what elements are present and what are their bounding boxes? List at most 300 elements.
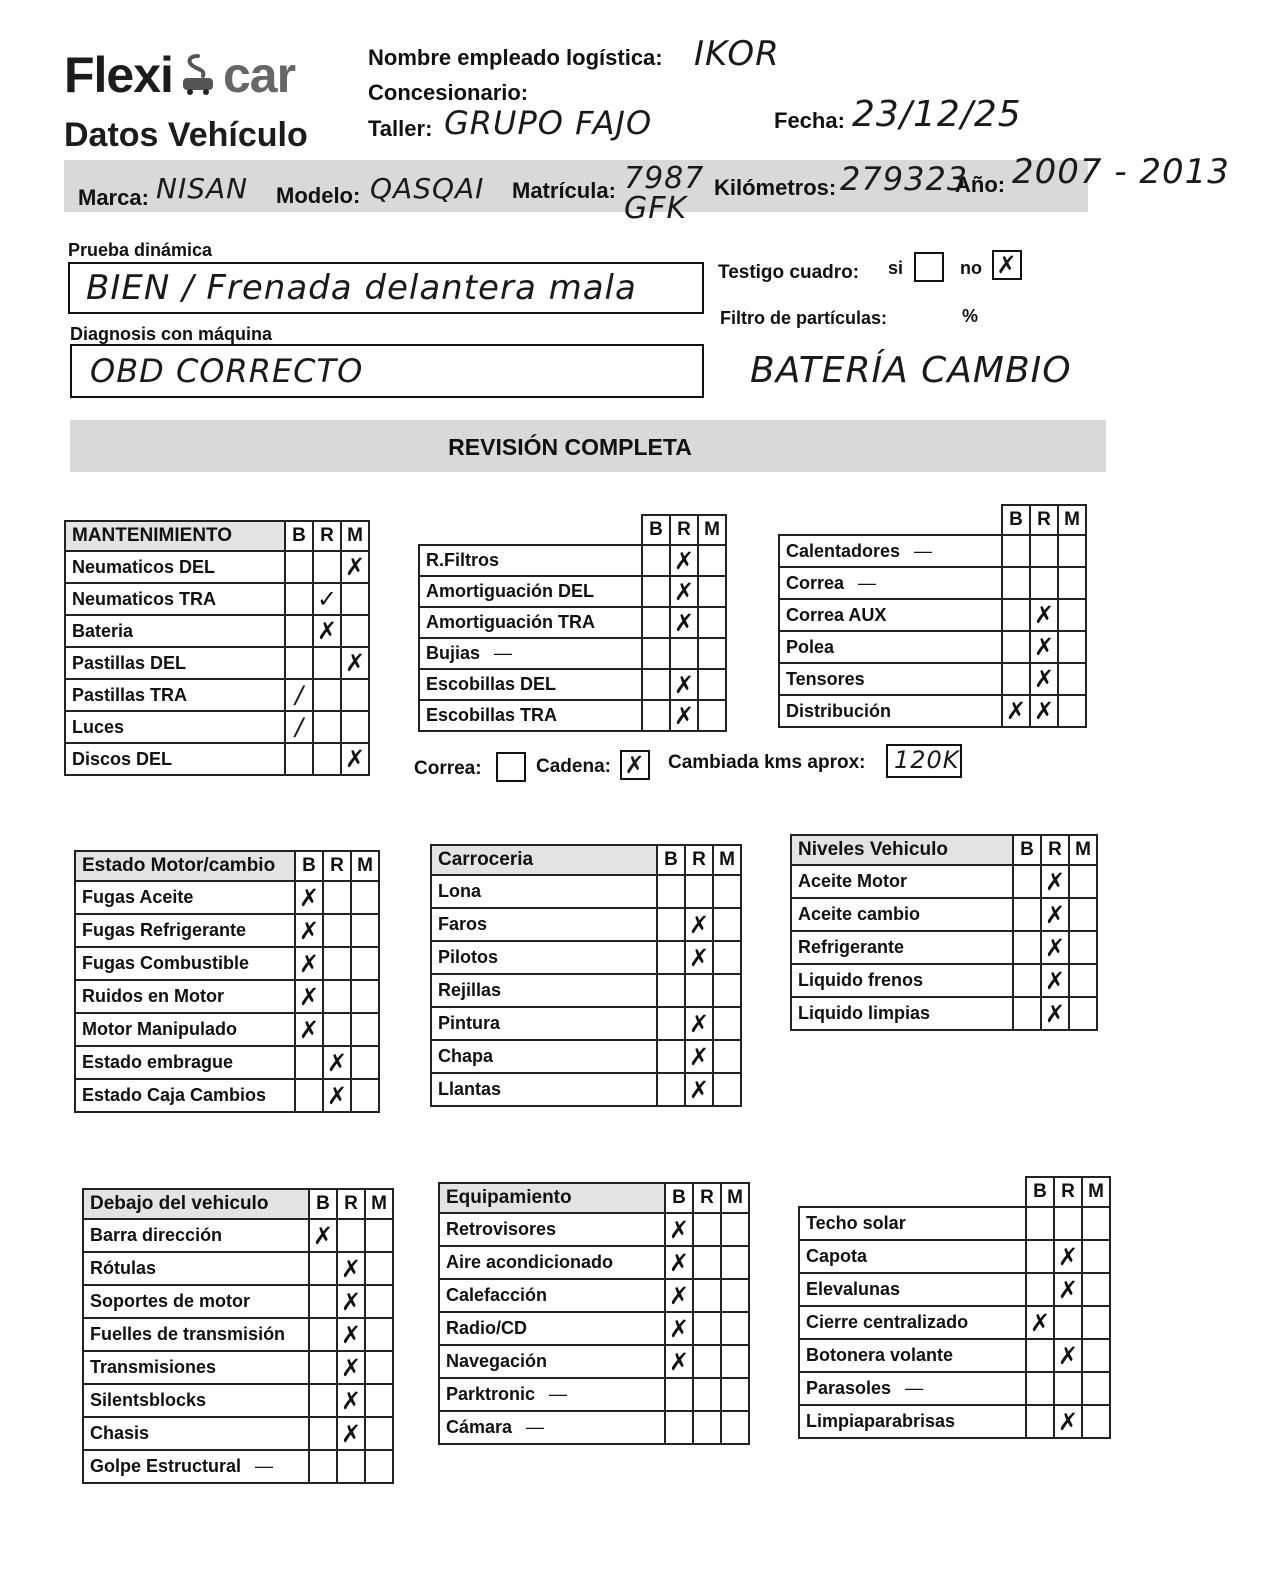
- cell-m[interactable]: [341, 679, 369, 711]
- brand-logo: [64, 46, 295, 104]
- debajo-col-b: B: [309, 1189, 337, 1219]
- cell-b[interactable]: [1013, 997, 1041, 1030]
- cell-m[interactable]: [365, 1285, 393, 1318]
- matricula-value[interactable]: 7987 GFK: [624, 161, 705, 226]
- cell-m[interactable]: [698, 607, 726, 638]
- row-label-text: Parasoles: [806, 1378, 892, 1398]
- table-row: [791, 931, 1097, 964]
- cell-b[interactable]: [309, 1384, 337, 1417]
- table-row: [791, 898, 1097, 931]
- row-label: [65, 647, 285, 679]
- cell-m[interactable]: [351, 881, 379, 914]
- cell-r[interactable]: [313, 711, 341, 743]
- cell-r[interactable]: ✓: [313, 583, 341, 615]
- equipamiento-table: [438, 1182, 750, 1445]
- cell-m[interactable]: [713, 1007, 741, 1040]
- cell-r[interactable]: [685, 875, 713, 908]
- table-row: [83, 1318, 393, 1351]
- cell-r[interactable]: [323, 1013, 351, 1046]
- cell-r[interactable]: ✗: [1041, 865, 1069, 898]
- cell-m[interactable]: [721, 1279, 749, 1312]
- cell-b[interactable]: [309, 1417, 337, 1450]
- row-note: —: [494, 643, 513, 663]
- table-row: [799, 1405, 1110, 1438]
- cell-b[interactable]: [295, 1079, 323, 1112]
- cell-m[interactable]: ✗: [341, 743, 369, 775]
- cell-b[interactable]: [642, 638, 670, 669]
- cell-r[interactable]: ✗: [685, 1040, 713, 1073]
- cell-m[interactable]: [713, 974, 741, 1007]
- cell-m[interactable]: [1082, 1306, 1110, 1339]
- table-row: [799, 1273, 1110, 1306]
- row-label: [65, 711, 285, 743]
- cell-b[interactable]: [657, 908, 685, 941]
- row-label: [65, 583, 285, 615]
- cell-m[interactable]: [351, 1079, 379, 1112]
- row-label: [419, 638, 642, 669]
- cell-r[interactable]: ✗: [1054, 1273, 1082, 1306]
- cell-r[interactable]: ✗: [323, 1046, 351, 1079]
- cell-m[interactable]: [713, 875, 741, 908]
- row-label-text: Botonera volante: [806, 1345, 954, 1365]
- cell-r[interactable]: ✗: [670, 576, 698, 607]
- cell-m[interactable]: [721, 1246, 749, 1279]
- cell-r[interactable]: ✗: [337, 1417, 365, 1450]
- cell-r[interactable]: [313, 743, 341, 775]
- debajo-header-row: [83, 1189, 393, 1219]
- cell-r[interactable]: [693, 1312, 721, 1345]
- table-row: [779, 599, 1086, 631]
- equipamiento-col-b: B: [665, 1183, 693, 1213]
- table-row: [779, 631, 1086, 663]
- cell-m[interactable]: [1058, 663, 1086, 695]
- row-label-text: Amortiguación TRA: [426, 612, 595, 632]
- cell-b[interactable]: [657, 1073, 685, 1106]
- cell-r[interactable]: [313, 647, 341, 679]
- cell-r[interactable]: ✗: [1030, 663, 1058, 695]
- cell-b[interactable]: ✗: [665, 1345, 693, 1378]
- cell-r[interactable]: ✗: [670, 700, 698, 731]
- row-label-text: Correa: [786, 572, 845, 593]
- testigo-no-checkbox[interactable]: [992, 250, 1022, 280]
- row-label: [799, 1306, 1026, 1339]
- km-value[interactable]: 279323: [840, 160, 969, 198]
- cell-m[interactable]: [698, 545, 726, 576]
- cell-r[interactable]: [685, 974, 713, 1007]
- cell-b[interactable]: [642, 576, 670, 607]
- cell-m[interactable]: ✗: [341, 551, 369, 583]
- row-note: —: [255, 1456, 274, 1476]
- cell-b[interactable]: ✗: [665, 1246, 693, 1279]
- row-label-text: Faros: [438, 914, 488, 934]
- row-label: [75, 1046, 295, 1079]
- table-row: [419, 545, 726, 576]
- row-label: [65, 743, 285, 775]
- cell-r[interactable]: [337, 1219, 365, 1252]
- debajo-table: [82, 1188, 394, 1484]
- table-row: [779, 567, 1086, 599]
- cell-r[interactable]: [323, 980, 351, 1013]
- cell-m[interactable]: [1082, 1405, 1110, 1438]
- table-row: [791, 997, 1097, 1030]
- table-row: [431, 1007, 741, 1040]
- cell-m[interactable]: [721, 1411, 749, 1444]
- table-row: [75, 914, 379, 947]
- cell-b[interactable]: [657, 941, 685, 974]
- filtros-title: [419, 515, 642, 545]
- table-row: [65, 647, 369, 679]
- cell-b[interactable]: /: [285, 711, 313, 743]
- row-label: [419, 545, 642, 576]
- row-label: [431, 1040, 657, 1073]
- cell-b[interactable]: [1013, 898, 1041, 931]
- cambiada-label: Cambiada kms aprox:: [668, 752, 866, 773]
- cell-b[interactable]: [1002, 663, 1030, 695]
- taller-value[interactable]: GRUPO FAJO: [444, 104, 653, 142]
- cell-b[interactable]: [1026, 1273, 1054, 1306]
- cell-b[interactable]: [1026, 1207, 1054, 1240]
- cell-m[interactable]: [721, 1213, 749, 1246]
- cambiada-value: 120K: [894, 746, 960, 774]
- table-row: [83, 1384, 393, 1417]
- row-label: [431, 908, 657, 941]
- cell-r[interactable]: ✗: [337, 1384, 365, 1417]
- cell-m[interactable]: [1058, 631, 1086, 663]
- cell-m[interactable]: [721, 1378, 749, 1411]
- empleado-value[interactable]: IKOR: [694, 34, 780, 74]
- cell-b[interactable]: [1026, 1339, 1054, 1372]
- cell-b[interactable]: ✗: [665, 1312, 693, 1345]
- page-subtitle: Datos Vehículo: [64, 116, 308, 154]
- marca-value[interactable]: NISAN: [156, 172, 249, 205]
- row-label-text: Refrigerante: [798, 937, 905, 957]
- row-label-text: Bateria: [72, 620, 134, 641]
- cell-m[interactable]: [713, 908, 741, 941]
- cell-m[interactable]: [351, 980, 379, 1013]
- cell-m[interactable]: [341, 615, 369, 647]
- cell-b[interactable]: ✗: [1026, 1306, 1054, 1339]
- cell-m[interactable]: [698, 669, 726, 700]
- techo-col-r: R: [1054, 1177, 1082, 1207]
- cell-b[interactable]: [285, 615, 313, 647]
- cell-r[interactable]: [313, 551, 341, 583]
- table-row: [799, 1306, 1110, 1339]
- cell-r[interactable]: [693, 1213, 721, 1246]
- cell-b[interactable]: [665, 1378, 693, 1411]
- cell-m[interactable]: [713, 941, 741, 974]
- cell-r[interactable]: ✗: [685, 941, 713, 974]
- cell-r[interactable]: ✗: [685, 908, 713, 941]
- modelo-label: Modelo:: [276, 183, 361, 208]
- table-row: [83, 1219, 393, 1252]
- row-label: [419, 576, 642, 607]
- modelo-value[interactable]: QASQAI: [370, 172, 485, 205]
- table-row: [791, 865, 1097, 898]
- dist-cadena-mark: ✗: [624, 751, 646, 779]
- cell-r[interactable]: [1030, 535, 1058, 567]
- cell-m[interactable]: [713, 1040, 741, 1073]
- cell-b[interactable]: [285, 647, 313, 679]
- cell-m[interactable]: [1058, 535, 1086, 567]
- cell-b[interactable]: [1026, 1372, 1054, 1405]
- cell-b[interactable]: [642, 545, 670, 576]
- cell-b[interactable]: [309, 1252, 337, 1285]
- table-row: [75, 1013, 379, 1046]
- row-label: [75, 980, 295, 1013]
- cell-r[interactable]: ✗: [1041, 997, 1069, 1030]
- cell-r[interactable]: [670, 638, 698, 669]
- cell-r[interactable]: [693, 1246, 721, 1279]
- cell-b[interactable]: [285, 583, 313, 615]
- cell-b[interactable]: [285, 551, 313, 583]
- cell-m[interactable]: [721, 1312, 749, 1345]
- motor-col-m: M: [351, 851, 379, 881]
- table-row: [431, 941, 741, 974]
- cell-r[interactable]: [323, 914, 351, 947]
- row-label: [419, 669, 642, 700]
- cell-r[interactable]: [1054, 1372, 1082, 1405]
- cell-m[interactable]: [365, 1318, 393, 1351]
- cell-r[interactable]: ✗: [685, 1007, 713, 1040]
- cell-b[interactable]: [309, 1351, 337, 1384]
- row-note: —: [526, 1417, 545, 1437]
- cell-b[interactable]: [642, 700, 670, 731]
- cell-m[interactable]: [1082, 1207, 1110, 1240]
- cell-b[interactable]: ✗: [665, 1279, 693, 1312]
- cell-m[interactable]: [1069, 931, 1097, 964]
- cell-m[interactable]: [698, 700, 726, 731]
- equipamiento-title: Equipamiento: [439, 1183, 665, 1213]
- row-label-text: Limpiaparabrisas: [806, 1411, 956, 1431]
- table-row: [419, 700, 726, 731]
- cell-r[interactable]: ✗: [1054, 1339, 1082, 1372]
- cell-r[interactable]: [313, 679, 341, 711]
- cell-b[interactable]: [1002, 567, 1030, 599]
- bateria-note: BATERÍA CAMBIO: [750, 350, 1072, 391]
- cell-m[interactable]: [365, 1450, 393, 1483]
- cell-r[interactable]: ✗: [1030, 631, 1058, 663]
- cell-m[interactable]: [1058, 599, 1086, 631]
- cell-b[interactable]: [1013, 931, 1041, 964]
- prueba-field[interactable]: [68, 262, 704, 314]
- cell-m[interactable]: [351, 1013, 379, 1046]
- row-label: [83, 1318, 309, 1351]
- cell-r[interactable]: ✗: [337, 1285, 365, 1318]
- cell-r[interactable]: ✗: [1041, 898, 1069, 931]
- cell-b[interactable]: ✗: [309, 1219, 337, 1252]
- cell-m[interactable]: [698, 638, 726, 669]
- table-row: [791, 964, 1097, 997]
- cell-b[interactable]: ✗: [295, 914, 323, 947]
- cell-b[interactable]: /: [285, 679, 313, 711]
- cell-r[interactable]: ✗: [1041, 931, 1069, 964]
- cell-r[interactable]: ✗: [337, 1318, 365, 1351]
- cell-r[interactable]: [337, 1450, 365, 1483]
- empleado-label: Nombre empleado logística:: [368, 45, 663, 70]
- cell-m[interactable]: [1069, 997, 1097, 1030]
- cell-r[interactable]: [693, 1411, 721, 1444]
- cell-r[interactable]: ✗: [1041, 964, 1069, 997]
- cell-b[interactable]: [1026, 1405, 1054, 1438]
- row-label: [419, 700, 642, 731]
- cell-m[interactable]: [1082, 1240, 1110, 1273]
- cell-b[interactable]: [285, 743, 313, 775]
- row-label: [83, 1219, 309, 1252]
- cell-r[interactable]: ✗: [1030, 695, 1058, 727]
- row-label-text: Transmisiones: [90, 1357, 217, 1377]
- cambiada-field[interactable]: [886, 744, 962, 778]
- row-label: [83, 1384, 309, 1417]
- cell-r[interactable]: [693, 1279, 721, 1312]
- table-row: [439, 1246, 749, 1279]
- cell-b[interactable]: [1002, 631, 1030, 663]
- cell-m[interactable]: [698, 576, 726, 607]
- row-label-text: Silentsblocks: [90, 1390, 207, 1410]
- cell-m[interactable]: [351, 914, 379, 947]
- table-row: [419, 669, 726, 700]
- cell-b[interactable]: [1002, 535, 1030, 567]
- row-label: [439, 1345, 665, 1378]
- cell-m[interactable]: [341, 711, 369, 743]
- cell-b[interactable]: [657, 1040, 685, 1073]
- cell-b[interactable]: [309, 1450, 337, 1483]
- row-label-text: Cierre centralizado: [806, 1312, 969, 1332]
- row-label: [75, 1013, 295, 1046]
- cell-m[interactable]: [1058, 567, 1086, 599]
- cell-r[interactable]: ✗: [1030, 599, 1058, 631]
- cell-b[interactable]: [657, 1007, 685, 1040]
- testigo-si-checkbox[interactable]: [914, 252, 944, 282]
- cell-m[interactable]: [1082, 1273, 1110, 1306]
- row-label-text: Lona: [438, 881, 481, 901]
- cell-r[interactable]: ✗: [313, 615, 341, 647]
- cell-b[interactable]: [665, 1411, 693, 1444]
- row-label-text: Aceite cambio: [798, 904, 921, 924]
- cell-m[interactable]: [365, 1252, 393, 1285]
- mantenimiento-header-row: [65, 521, 369, 551]
- row-label: [799, 1273, 1026, 1306]
- fecha-value[interactable]: 23/12/25: [852, 94, 1022, 135]
- cell-r[interactable]: ✗: [670, 607, 698, 638]
- row-label: [83, 1285, 309, 1318]
- row-label: [791, 931, 1013, 964]
- row-label-text: Discos DEL: [72, 748, 173, 769]
- cell-r[interactable]: [1054, 1207, 1082, 1240]
- cell-b[interactable]: [1013, 964, 1041, 997]
- cell-b[interactable]: [642, 669, 670, 700]
- prueba-label: Prueba dinámica: [68, 240, 213, 260]
- cell-m[interactable]: [365, 1219, 393, 1252]
- cell-b[interactable]: [309, 1285, 337, 1318]
- cell-r[interactable]: [1054, 1306, 1082, 1339]
- cell-m[interactable]: ✗: [341, 647, 369, 679]
- row-label: [431, 1073, 657, 1106]
- cell-b[interactable]: [642, 607, 670, 638]
- cell-b[interactable]: [1026, 1240, 1054, 1273]
- cell-m[interactable]: [365, 1417, 393, 1450]
- prueba-value: BIEN / Frenada delantera mala: [86, 268, 637, 308]
- row-label: [799, 1339, 1026, 1372]
- row-label: [439, 1213, 665, 1246]
- cell-r[interactable]: [323, 881, 351, 914]
- row-label: [65, 551, 285, 583]
- cell-r[interactable]: [323, 947, 351, 980]
- table-row: [799, 1240, 1110, 1273]
- cell-m[interactable]: [721, 1345, 749, 1378]
- row-label-text: Aire acondicionado: [446, 1252, 614, 1272]
- cell-m[interactable]: [1082, 1372, 1110, 1405]
- ano-value[interactable]: 2007 - 2013: [1012, 152, 1230, 192]
- cell-r[interactable]: [693, 1345, 721, 1378]
- cell-r[interactable]: ✗: [337, 1351, 365, 1384]
- row-label: [83, 1450, 309, 1483]
- cell-m[interactable]: [365, 1351, 393, 1384]
- carroceria-col-m: M: [713, 845, 741, 875]
- cell-m[interactable]: [1069, 898, 1097, 931]
- row-label: [779, 535, 1002, 567]
- cell-m[interactable]: [351, 1046, 379, 1079]
- cell-m[interactable]: [365, 1384, 393, 1417]
- cell-r[interactable]: [1030, 567, 1058, 599]
- cell-b[interactable]: ✗: [295, 980, 323, 1013]
- cell-b[interactable]: [1013, 865, 1041, 898]
- cell-m[interactable]: [1069, 865, 1097, 898]
- cell-r[interactable]: ✗: [1054, 1405, 1082, 1438]
- row-note: —: [858, 572, 877, 593]
- table-row: [439, 1312, 749, 1345]
- row-label-text: Elevalunas: [806, 1279, 901, 1299]
- diag-value: OBD CORRECTO: [90, 352, 364, 390]
- cell-r[interactable]: ✗: [1054, 1240, 1082, 1273]
- cell-b[interactable]: ✗: [665, 1213, 693, 1246]
- cell-m[interactable]: [1082, 1339, 1110, 1372]
- cell-r[interactable]: ✗: [337, 1252, 365, 1285]
- mantenimiento-table: [64, 520, 370, 776]
- equipamiento-col-r: R: [693, 1183, 721, 1213]
- diag-field[interactable]: [70, 344, 704, 398]
- cell-b[interactable]: [657, 875, 685, 908]
- cell-b[interactable]: [657, 974, 685, 1007]
- cell-m[interactable]: [1069, 964, 1097, 997]
- techo-col-m: M: [1082, 1177, 1110, 1207]
- cell-b[interactable]: ✗: [295, 881, 323, 914]
- row-label-text: Liquido frenos: [798, 970, 923, 990]
- cell-r[interactable]: ✗: [685, 1073, 713, 1106]
- cell-m[interactable]: [351, 947, 379, 980]
- table-row: [439, 1411, 749, 1444]
- cell-r[interactable]: [693, 1378, 721, 1411]
- cell-r[interactable]: ✗: [323, 1079, 351, 1112]
- filtro-label: Filtro de partículas:: [720, 308, 888, 328]
- dist-correa-checkbox[interactable]: [496, 752, 526, 782]
- row-label: [439, 1279, 665, 1312]
- cell-b[interactable]: [309, 1318, 337, 1351]
- cell-m[interactable]: [341, 583, 369, 615]
- cell-b[interactable]: [295, 1046, 323, 1079]
- cell-r[interactable]: ✗: [670, 669, 698, 700]
- cell-b[interactable]: ✗: [295, 947, 323, 980]
- table-row: [799, 1207, 1110, 1240]
- cell-r[interactable]: ✗: [670, 545, 698, 576]
- cell-m[interactable]: [1058, 695, 1086, 727]
- cell-b[interactable]: [1002, 599, 1030, 631]
- cell-m[interactable]: [713, 1073, 741, 1106]
- cell-b[interactable]: ✗: [1002, 695, 1030, 727]
- techo-table: [798, 1176, 1111, 1439]
- dist-cadena-checkbox[interactable]: [620, 750, 650, 780]
- row-label-text: Rótulas: [90, 1258, 157, 1278]
- cell-b[interactable]: ✗: [295, 1013, 323, 1046]
